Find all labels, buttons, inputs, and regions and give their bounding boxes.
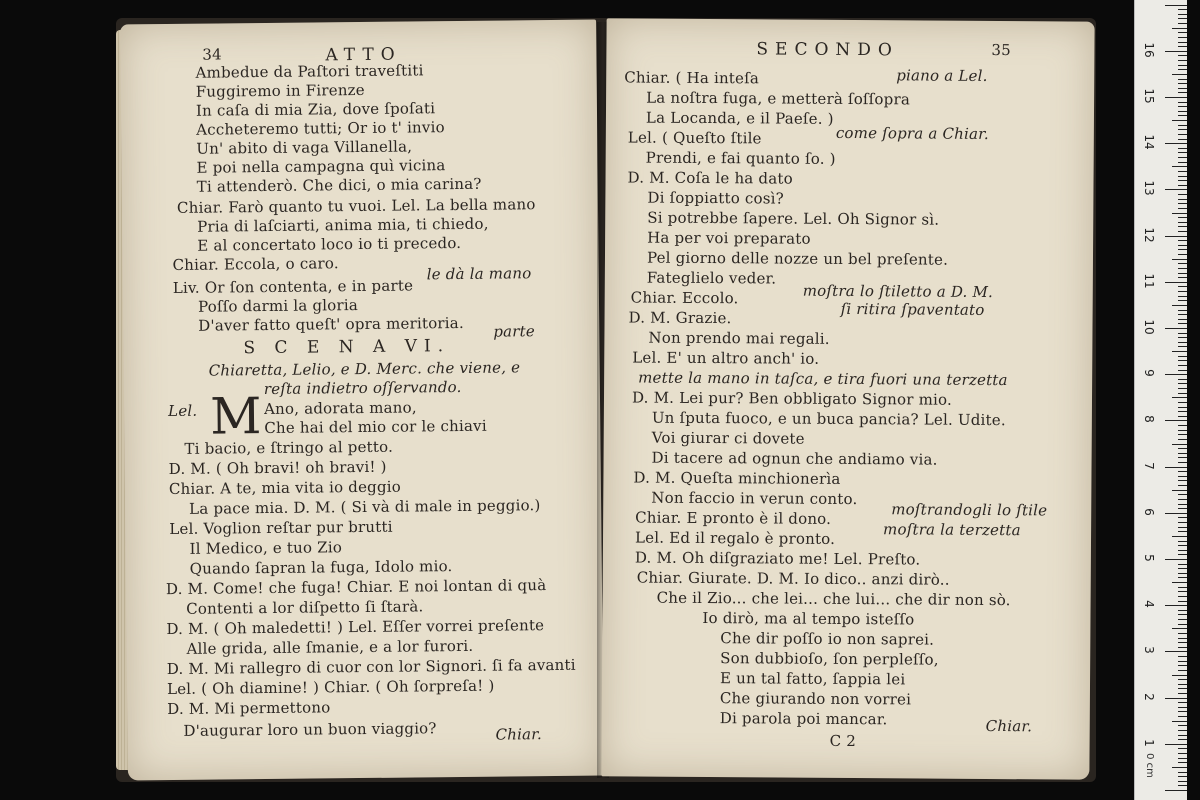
ruler-tick (1178, 92, 1187, 93)
text-line: La pace mia. D. M. ( Si và di male in peggio.) (189, 496, 541, 518)
ruler-tick (1178, 263, 1187, 264)
ruler-tick (1178, 411, 1187, 412)
ruler-number: 8 (1142, 415, 1156, 424)
text-line: Voi giurar ci dovete (651, 428, 805, 448)
ruler-tick (1178, 226, 1187, 227)
ruler-tick (1178, 300, 1187, 301)
ruler-tick (1178, 601, 1187, 602)
text-line: Liv. Or ſon contenta, e in parte (172, 276, 414, 297)
ruler-tick (1165, 189, 1187, 190)
ruler-tick (1178, 508, 1187, 509)
text-line: D. M. Mi permettono (167, 698, 331, 719)
ruler-tick (1178, 208, 1187, 209)
ruler-tick (1178, 222, 1187, 223)
ruler-tick (1178, 46, 1187, 47)
text-line: Fateglielo veder. (646, 268, 777, 288)
scene-characters: Chiaretta, Lelio, e D. Merc. che viene, e (208, 358, 521, 380)
ruler-tick (1178, 32, 1187, 33)
text-line: Lel. ( Queſto ſtile (627, 128, 762, 148)
ruler-tick (1178, 541, 1187, 542)
ruler-tick (1178, 134, 1187, 135)
ruler-tick (1178, 370, 1187, 371)
text-line: Fuggiremo in Firenze (195, 80, 365, 101)
ruler-tick (1178, 240, 1187, 241)
ruler-tick (1178, 679, 1187, 680)
ruler-tick (1178, 115, 1187, 116)
ruler-tick (1178, 185, 1187, 186)
ruler-tick (1178, 23, 1187, 24)
ruler-tick (1165, 374, 1187, 375)
ruler-number: 12 (1142, 226, 1156, 243)
text-line: Ambedue da Paſtori traveſtiti (195, 61, 424, 82)
text-line: La Locanda, e il Paeſe. ) (645, 108, 834, 128)
text-line: Ha per voi preparato (647, 228, 811, 248)
text-line: D. M. Coſa le ha dato (627, 168, 793, 188)
ruler-tick (1178, 314, 1187, 315)
ruler-tick (1178, 249, 1187, 250)
ruler-tick (1178, 647, 1187, 648)
ruler-tick (1178, 762, 1187, 763)
ruler-tick (1178, 217, 1187, 218)
ruler-tick (1178, 670, 1187, 671)
ruler-tick (1178, 157, 1187, 158)
ruler-tick (1178, 365, 1187, 366)
text-line: E al concertato loco io ti precedo. (197, 233, 462, 255)
text-line: Alle grida, alle ſmanie, e a lor furori. (186, 636, 474, 658)
ruler-tick (1172, 536, 1187, 537)
ruler-tick (1178, 758, 1187, 759)
ruler-tick (1178, 619, 1187, 620)
ruler-tick (1165, 328, 1187, 329)
text-line: Pria di laſciarti, anima mia, ti chiedo, (197, 214, 489, 236)
ruler-tick (1172, 721, 1187, 722)
page-number: 34 (202, 45, 222, 64)
text-line: Io dirò, ma al tempo isteſſo (702, 608, 915, 629)
text-line: D'aver fatto queſt' opra meritoria. (198, 313, 464, 335)
ruler-tick (1172, 74, 1187, 75)
text-line: Lel. Ed il regalo è pronto. (634, 528, 836, 548)
ruler-tick (1178, 638, 1187, 639)
ruler-tick (1165, 97, 1187, 98)
ruler-tick (1178, 277, 1187, 278)
ruler-tick (1178, 596, 1187, 597)
ruler-tick (1165, 143, 1187, 144)
ruler-tick (1178, 531, 1187, 532)
ruler-tick (1178, 610, 1187, 611)
text-line: Di tacere ad ognun che andiamo via. (651, 448, 938, 469)
ruler-tick (1172, 490, 1187, 491)
ruler-tick (1172, 213, 1187, 214)
ruler-tick (1172, 675, 1187, 676)
text-line: Ti bacio, e ſtringo al petto. (184, 437, 394, 458)
text-line: D. M. Queſta minchionerìa (633, 468, 841, 488)
text-line: Il Medico, e tuo Zio (189, 538, 343, 558)
ruler-tick (1178, 383, 1187, 384)
ruler-tick (1165, 513, 1187, 514)
text-line: Non prendo mai regali. (648, 328, 830, 348)
ruler-tick (1178, 55, 1187, 56)
stage-direction: le dà la mano (426, 264, 532, 284)
stage-direction: moſtra la terzetta (883, 520, 1021, 540)
text-line: Di parola poi mancar. (719, 709, 888, 729)
ruler-tick (1178, 453, 1187, 454)
ruler-tick (1178, 346, 1187, 347)
text-line: Chiar. Eccolo. (630, 288, 739, 308)
ruler-tick (1178, 152, 1187, 153)
ruler-tick (1165, 236, 1187, 237)
ruler-tick (1178, 688, 1187, 689)
ruler-tick (1178, 434, 1187, 435)
right-page (601, 18, 1094, 779)
ruler-tick (1178, 439, 1187, 440)
text-line: In caſa di mia Zia, dove ſpoſati (195, 99, 436, 120)
ruler-tick (1178, 517, 1187, 518)
ruler-tick (1178, 527, 1187, 528)
text-line: Accheteremo tutti; Or io t' invio (196, 118, 445, 139)
measurement-ruler (1134, 0, 1187, 800)
text-line: E un tal fatto, ſappia lei (719, 669, 906, 689)
ruler-tick (1178, 60, 1187, 61)
ruler-tick (1172, 28, 1187, 29)
ruler-tick (1178, 337, 1187, 338)
ruler-tick (1178, 231, 1187, 232)
ruler-tick (1165, 5, 1187, 6)
stage-direction: parte (493, 322, 536, 341)
signature-mark: C 2 (829, 731, 857, 751)
ruler-tick (1178, 494, 1187, 495)
ruler-tick (1178, 781, 1187, 782)
text-line: Ti attenderò. Che dici, o mia carina? (196, 174, 482, 196)
text-line: Son dubbioſo, ſon perpleſſo, (720, 649, 939, 669)
ruler-tick (1178, 356, 1187, 357)
ruler-tick (1178, 545, 1187, 546)
ruler-tick (1178, 129, 1187, 130)
text-line: Non faccio in verun conto. (651, 488, 858, 509)
text-line: Quando ſapran la fuga, Idolo mio. (189, 557, 453, 578)
ruler-tick (1178, 333, 1187, 334)
ruler-tick (1178, 88, 1187, 89)
ruler-tick (1178, 702, 1187, 703)
ruler-tick (1178, 319, 1187, 320)
text-line: Chiar. A te, mia vita io deggio (168, 477, 402, 499)
scene-characters: reſta indietro oſſervando. (263, 377, 462, 399)
text-line: Un' abito di vaga Villanella, (196, 137, 413, 158)
ruler-tick (1178, 65, 1187, 66)
ruler-number: 11 (1142, 273, 1156, 289)
stage-direction: come ſopra a Chiar. (835, 123, 989, 143)
ruler-tick (1178, 485, 1187, 486)
ruler-tick (1178, 564, 1187, 565)
ruler-tick (1178, 273, 1187, 274)
text-line: Chiar. Eccola, o caro. (172, 254, 339, 274)
text-line: Poſſo darmi la gloria (197, 296, 359, 316)
ruler-tick (1178, 360, 1187, 361)
ruler-tick (1178, 388, 1187, 389)
stage-direction: moſtra lo ſtiletto a D. M. (802, 281, 994, 302)
ruler-tick (1178, 176, 1187, 177)
ruler-number: 7 (1142, 461, 1156, 470)
ruler-tick (1165, 282, 1187, 283)
page-number: 35 (991, 40, 1012, 60)
ruler-tick (1178, 550, 1187, 551)
text-line: Chiar. Giurate. D. M. Io dico.. anzi dirò.. (636, 568, 950, 589)
ruler-tick (1178, 587, 1187, 588)
text-line: D. M. Oh diſgraziato me! Lel. Preſto. (634, 548, 921, 569)
ruler-number: 6 (1142, 507, 1156, 516)
ruler-tick (1178, 725, 1187, 726)
ruler-tick (1178, 568, 1187, 569)
stage-direction: moſtrandogli lo ſtile (891, 500, 1048, 520)
ruler-tick (1178, 254, 1187, 255)
speaker-label: Lel. (168, 401, 198, 421)
text-line: E poi nella campagna quì vicina (196, 156, 446, 177)
text-line: D. M. Lei pur? Ben obbligato Signor mio. (631, 388, 953, 409)
drop-cap: M (209, 387, 262, 446)
ruler-tick (1178, 656, 1187, 657)
ruler-number: 4 (1142, 600, 1156, 608)
text-line: Che dir poſſo io non saprei. (720, 629, 935, 649)
ruler-tick (1178, 102, 1187, 103)
text-line: Di ſoppiatto così? (647, 188, 785, 208)
ruler-tick (1178, 79, 1187, 80)
ruler-tick (1165, 605, 1187, 606)
ruler-tick (1165, 420, 1187, 421)
text-line: D. M. Come! che fuga! Chiar. E noi lontan di quà (165, 576, 547, 599)
ruler-tick (1178, 471, 1187, 472)
ruler-tick (1178, 711, 1187, 712)
ruler-tick (1178, 665, 1187, 666)
ruler-tick (1178, 577, 1187, 578)
ruler-tick (1178, 642, 1187, 643)
ruler-tick (1178, 504, 1187, 505)
ruler-tick (1178, 139, 1187, 140)
text-line: D'augurar loro un buon viaggio? (183, 719, 437, 740)
ruler-tick (1178, 14, 1187, 15)
ruler-tick (1178, 18, 1187, 19)
ruler-tick (1178, 37, 1187, 38)
ruler-number: 2 (1142, 692, 1156, 701)
ruler-tick (1178, 785, 1187, 786)
ruler-tick (1178, 245, 1187, 246)
ruler-tick (1178, 296, 1187, 297)
text-line: Chiar. ( Ha inteſa (624, 68, 760, 88)
ruler-tick (1178, 194, 1187, 195)
ruler-tick (1178, 457, 1187, 458)
ruler-tick (1178, 111, 1187, 112)
ruler-tick (1178, 476, 1187, 477)
ruler-tick (1178, 753, 1187, 754)
left-page (120, 20, 604, 781)
ruler-tick (1178, 203, 1187, 204)
ruler-number: 10 (1142, 319, 1156, 335)
ruler-tick (1178, 430, 1187, 431)
ruler-tick (1178, 323, 1187, 324)
text-line: Si potrebbe ſapere. Lel. Oh Signor sì. (647, 208, 940, 229)
ruler-tick (1178, 379, 1187, 380)
text-line: Ano, adorata mano, (263, 398, 417, 419)
scene-heading: S C E N A VI. (243, 336, 451, 359)
stage-direction: ſi ritira ſpaventato (840, 299, 985, 319)
ruler-number: 13 (1142, 180, 1156, 197)
text-line: Che giurando non vorrei (719, 689, 912, 709)
ruler-tick (1178, 286, 1187, 287)
ruler-tick (1178, 416, 1187, 417)
ruler-tick (1178, 42, 1187, 43)
ruler-tick (1172, 259, 1187, 260)
text-line: Contenti a lor diſpetto ſi ſtarà. (186, 597, 424, 618)
ruler-number: 3 (1142, 646, 1156, 655)
ruler-tick (1165, 744, 1187, 745)
ruler-number: 5 (1142, 554, 1156, 562)
ruler-tick (1178, 342, 1187, 343)
text-line: D. M. Mi rallegro di cuor con lor Signori. ſi fa avanti (166, 655, 576, 679)
ruler-tick (1178, 402, 1187, 403)
ruler-tick (1178, 268, 1187, 269)
ruler-tick (1178, 735, 1187, 736)
text-line: Prendi, e fai quanto ſo. ) (645, 148, 836, 168)
ruler-tick (1178, 393, 1187, 394)
ruler-tick (1178, 624, 1187, 625)
ruler-tick (1178, 554, 1187, 555)
ruler-tick (1178, 573, 1187, 574)
ruler-tick (1178, 310, 1187, 311)
ruler-number: 15 (1142, 88, 1156, 104)
ruler-tick (1178, 480, 1187, 481)
ruler-tick (1172, 767, 1187, 768)
ruler-tick (1165, 51, 1187, 52)
running-head: ATTO (325, 44, 402, 66)
ruler-tick (1178, 591, 1187, 592)
ruler-tick (1178, 730, 1187, 731)
ruler-tick (1178, 739, 1187, 740)
ruler-tick (1165, 790, 1187, 791)
catchword: Chiar. (495, 725, 542, 744)
ruler-tick (1172, 582, 1187, 583)
ruler-number: 9 (1142, 369, 1156, 377)
ruler-tick (1178, 425, 1187, 426)
ruler-tick (1178, 69, 1187, 70)
ruler-tick (1178, 707, 1187, 708)
ruler-tick (1172, 628, 1187, 629)
ruler-tick (1172, 444, 1187, 445)
ruler-tick (1178, 199, 1187, 200)
ruler-number: 1 (1142, 738, 1156, 747)
ruler-tick (1178, 776, 1187, 777)
ruler-tick (1165, 559, 1187, 560)
ruler-tick (1178, 148, 1187, 149)
ruler-tick (1178, 748, 1187, 749)
ruler-tick (1178, 661, 1187, 662)
ruler-tick (1178, 407, 1187, 408)
ruler-tick (1172, 397, 1187, 398)
ruler-tick (1178, 716, 1187, 717)
text-line: Lel. ( Oh diamine! ) Chiar. ( Oh ſorpreſa! ) (166, 676, 495, 699)
ruler-unit-label: 0 cm (1143, 753, 1155, 778)
ruler-tick (1178, 522, 1187, 523)
text-line: D. M. ( Oh bravi! oh bravi! ) (168, 457, 387, 479)
ruler-tick (1178, 684, 1187, 685)
ruler-tick (1178, 772, 1187, 773)
text-line: Lel. E' un altro anch' io. (632, 348, 820, 368)
ruler-tick (1178, 448, 1187, 449)
ruler-tick (1172, 351, 1187, 352)
ruler-tick (1178, 633, 1187, 634)
stage-direction: mette la mano in taſca, e tira fuori una terzetta (638, 368, 1008, 390)
ruler-tick (1172, 305, 1187, 306)
stage-direction: piano a Lel. (896, 66, 988, 85)
text-line: Pel giorno delle nozze un bel preſente. (646, 248, 949, 269)
ruler-tick (1178, 83, 1187, 84)
ruler-tick (1178, 106, 1187, 107)
ruler-number: 16 (1142, 42, 1156, 58)
ruler-tick (1178, 180, 1187, 181)
ruler-tick (1165, 467, 1187, 468)
ruler-tick (1165, 651, 1187, 652)
text-line: D. M. Grazie. (628, 308, 732, 328)
text-line: Lel. Voglion reſtar pur brutti (169, 517, 393, 539)
ruler-tick (1165, 698, 1187, 699)
ruler-tick (1172, 166, 1187, 167)
ruler-tick (1178, 171, 1187, 172)
ruler-tick (1178, 291, 1187, 292)
ruler-tick (1178, 614, 1187, 615)
text-line: Un ſputa fuoco, e un buca pancia? Lel. Udite. (651, 408, 1006, 430)
text-line: Chiar. Farò quanto tu vuoi. Lel. La bella mano (176, 195, 536, 217)
text-line: Che hai del mio cor le chiavi (264, 416, 487, 438)
ruler-tick (1178, 499, 1187, 500)
running-head: SECONDO (756, 39, 899, 61)
text-line: Chiar. E pronto è il dono. (635, 508, 832, 528)
ruler-tick (1178, 9, 1187, 10)
ruler-tick (1178, 462, 1187, 463)
text-line: D. M. ( Oh maledetti! ) Lel. Eſſer vorrei preſente (166, 616, 545, 639)
ruler-tick (1178, 162, 1187, 163)
ruler-tick (1178, 693, 1187, 694)
ruler-tick (1178, 125, 1187, 126)
ruler-tick (1172, 120, 1187, 121)
catchword: Chiar. (985, 716, 1033, 736)
text-line: Che il Zio... che lei... che lui... che dir non sò. (656, 588, 1011, 610)
text-line: La noſtra fuga, e metterà ſoſſopra (646, 88, 911, 109)
ruler-number: 14 (1142, 134, 1156, 150)
